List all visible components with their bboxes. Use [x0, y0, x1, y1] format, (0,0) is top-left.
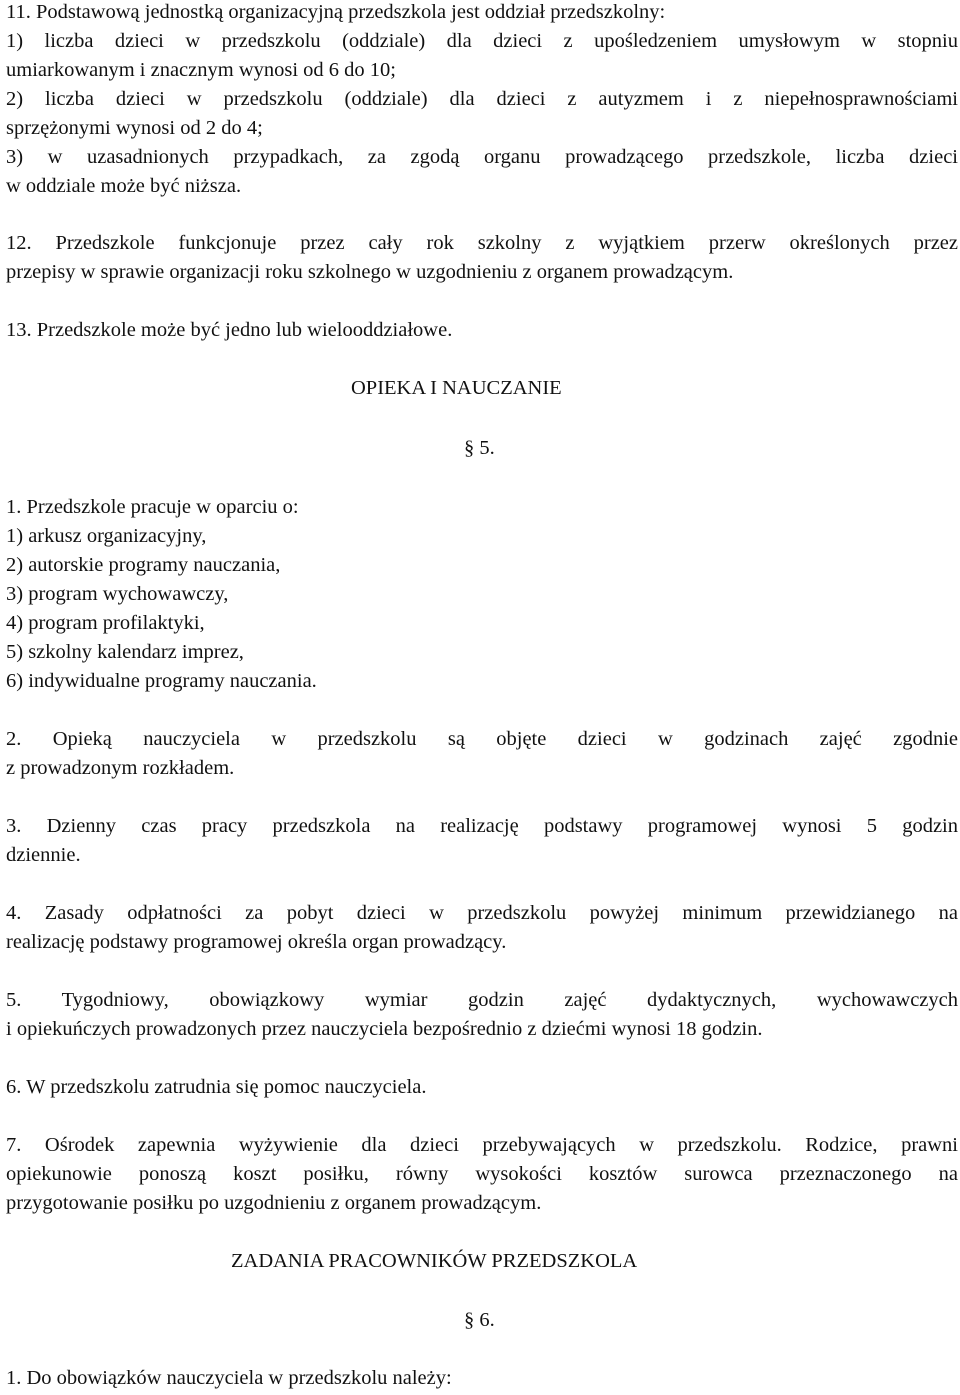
- section-5-paragraph-7-line-2: opiekunowie ponoszą koszt posiłku, równy wysokości kosztów surowca przeznaczonego na: [6, 1163, 958, 1185]
- section-5-paragraph-4-line-2: realizację podstawy programowej określa organ prowadzący.: [6, 931, 507, 953]
- paragraph-12-line-1: 12. Przedszkole funkcjonuje przez cały rok szkolny z wyjątkiem przerw określonych przez: [6, 232, 958, 254]
- section-5-paragraph-7-line-3: przygotowanie posiłku po uzgodnieniu z organem prowadzącym.: [6, 1192, 542, 1214]
- paragraph-11-line-1: 11. Podstawową jednostką organizacyjną przedszkola jest oddział przedszkolny:: [6, 1, 666, 23]
- section-5-paragraph-2-line-1: 2. Opieką nauczyciela w przedszkolu są objęte dzieci w godzinach zajęć zgodnie: [6, 728, 958, 750]
- section-5-list-item-5: 5) szkolny kalendarz imprez,: [6, 641, 244, 663]
- section-5-list-item-6: 6) indywidualne programy nauczania.: [6, 670, 317, 692]
- paragraph-11-line-2: 1) liczba dzieci w przedszkolu (oddziale) dla dzieci z upośledzeniem umysłowym w stopniu: [6, 30, 958, 52]
- paragraph-13-line-1: 13. Przedszkole może być jedno lub wielooddziałowe.: [6, 319, 453, 341]
- paragraph-11-line-4: 2) liczba dzieci w przedszkolu (oddziale) dla dzieci z autyzmem i z niepełnosprawnościami: [6, 88, 958, 110]
- section-5-paragraph-4-line-1: 4. Zasady odpłatności za pobyt dzieci w przedszkolu powyżej minimum przewidzianego na: [6, 902, 958, 924]
- section-5-mark: § 5.: [464, 437, 495, 459]
- section-5-list-item-3: 3) program wychowawczy,: [6, 583, 229, 605]
- paragraph-11-line-7: w oddziale może być niższa.: [6, 175, 242, 197]
- section-5-paragraph-3-line-1: 3. Dzienny czas pracy przedszkola na realizację podstawy programowej wynosi 5 godzin: [6, 815, 958, 837]
- section-5-list-item-1: 1) arkusz organizacyjny,: [6, 525, 207, 547]
- paragraph-11-line-3: umiarkowanym i znacznym wynosi od 6 do 10;: [6, 59, 397, 81]
- paragraph-11-line-5: sprzężonymi wynosi od 2 do 4;: [6, 117, 263, 139]
- section-5-paragraph-6: 6. W przedszkolu zatrudnia się pomoc nauczyciela.: [6, 1076, 427, 1098]
- paragraph-12-line-2: przepisy w sprawie organizacji roku szkolnego w uzgodnieniu z organem prowadzącym.: [6, 261, 734, 283]
- section-5-paragraph-7-line-1: 7. Ośrodek zapewnia wyżywienie dla dzieci przebywających w przedszkolu. Rodzice, prawni: [6, 1134, 958, 1156]
- paragraph-11-line-6: 3) w uzasadnionych przypadkach, za zgodą organu prowadzącego przedszkole, liczba dzieci: [6, 146, 958, 168]
- section-6-paragraph-1: 1. Do obowiązków nauczyciela w przedszkolu należy:: [6, 1367, 452, 1389]
- section-5-list-item-2: 2) autorskie programy nauczania,: [6, 554, 281, 576]
- heading-zadania-pracownikow: ZADANIA PRACOWNIKÓW PRZEDSZKOLA: [231, 1250, 638, 1272]
- section-5-paragraph-5-line-1: 5. Tygodniowy, obowiązkowy wymiar godzin zajęć dydaktycznych, wychowawczych: [6, 989, 958, 1011]
- heading-opieka-i-nauczanie: OPIEKA I NAUCZANIE: [351, 377, 562, 399]
- section-5-paragraph-5-line-2: i opiekuńczych prowadzonych przez nauczyciela bezpośrednio z dziećmi wynosi 18 godzin.: [6, 1018, 763, 1040]
- section-5-paragraph-2-line-2: z prowadzonym rozkładem.: [6, 757, 235, 779]
- section-6-mark: § 6.: [464, 1309, 495, 1331]
- section-5-paragraph-1: 1. Przedszkole pracuje w oparciu o:: [6, 496, 299, 518]
- section-5-paragraph-3-line-2: dziennie.: [6, 844, 81, 866]
- section-5-list-item-4: 4) program profilaktyki,: [6, 612, 205, 634]
